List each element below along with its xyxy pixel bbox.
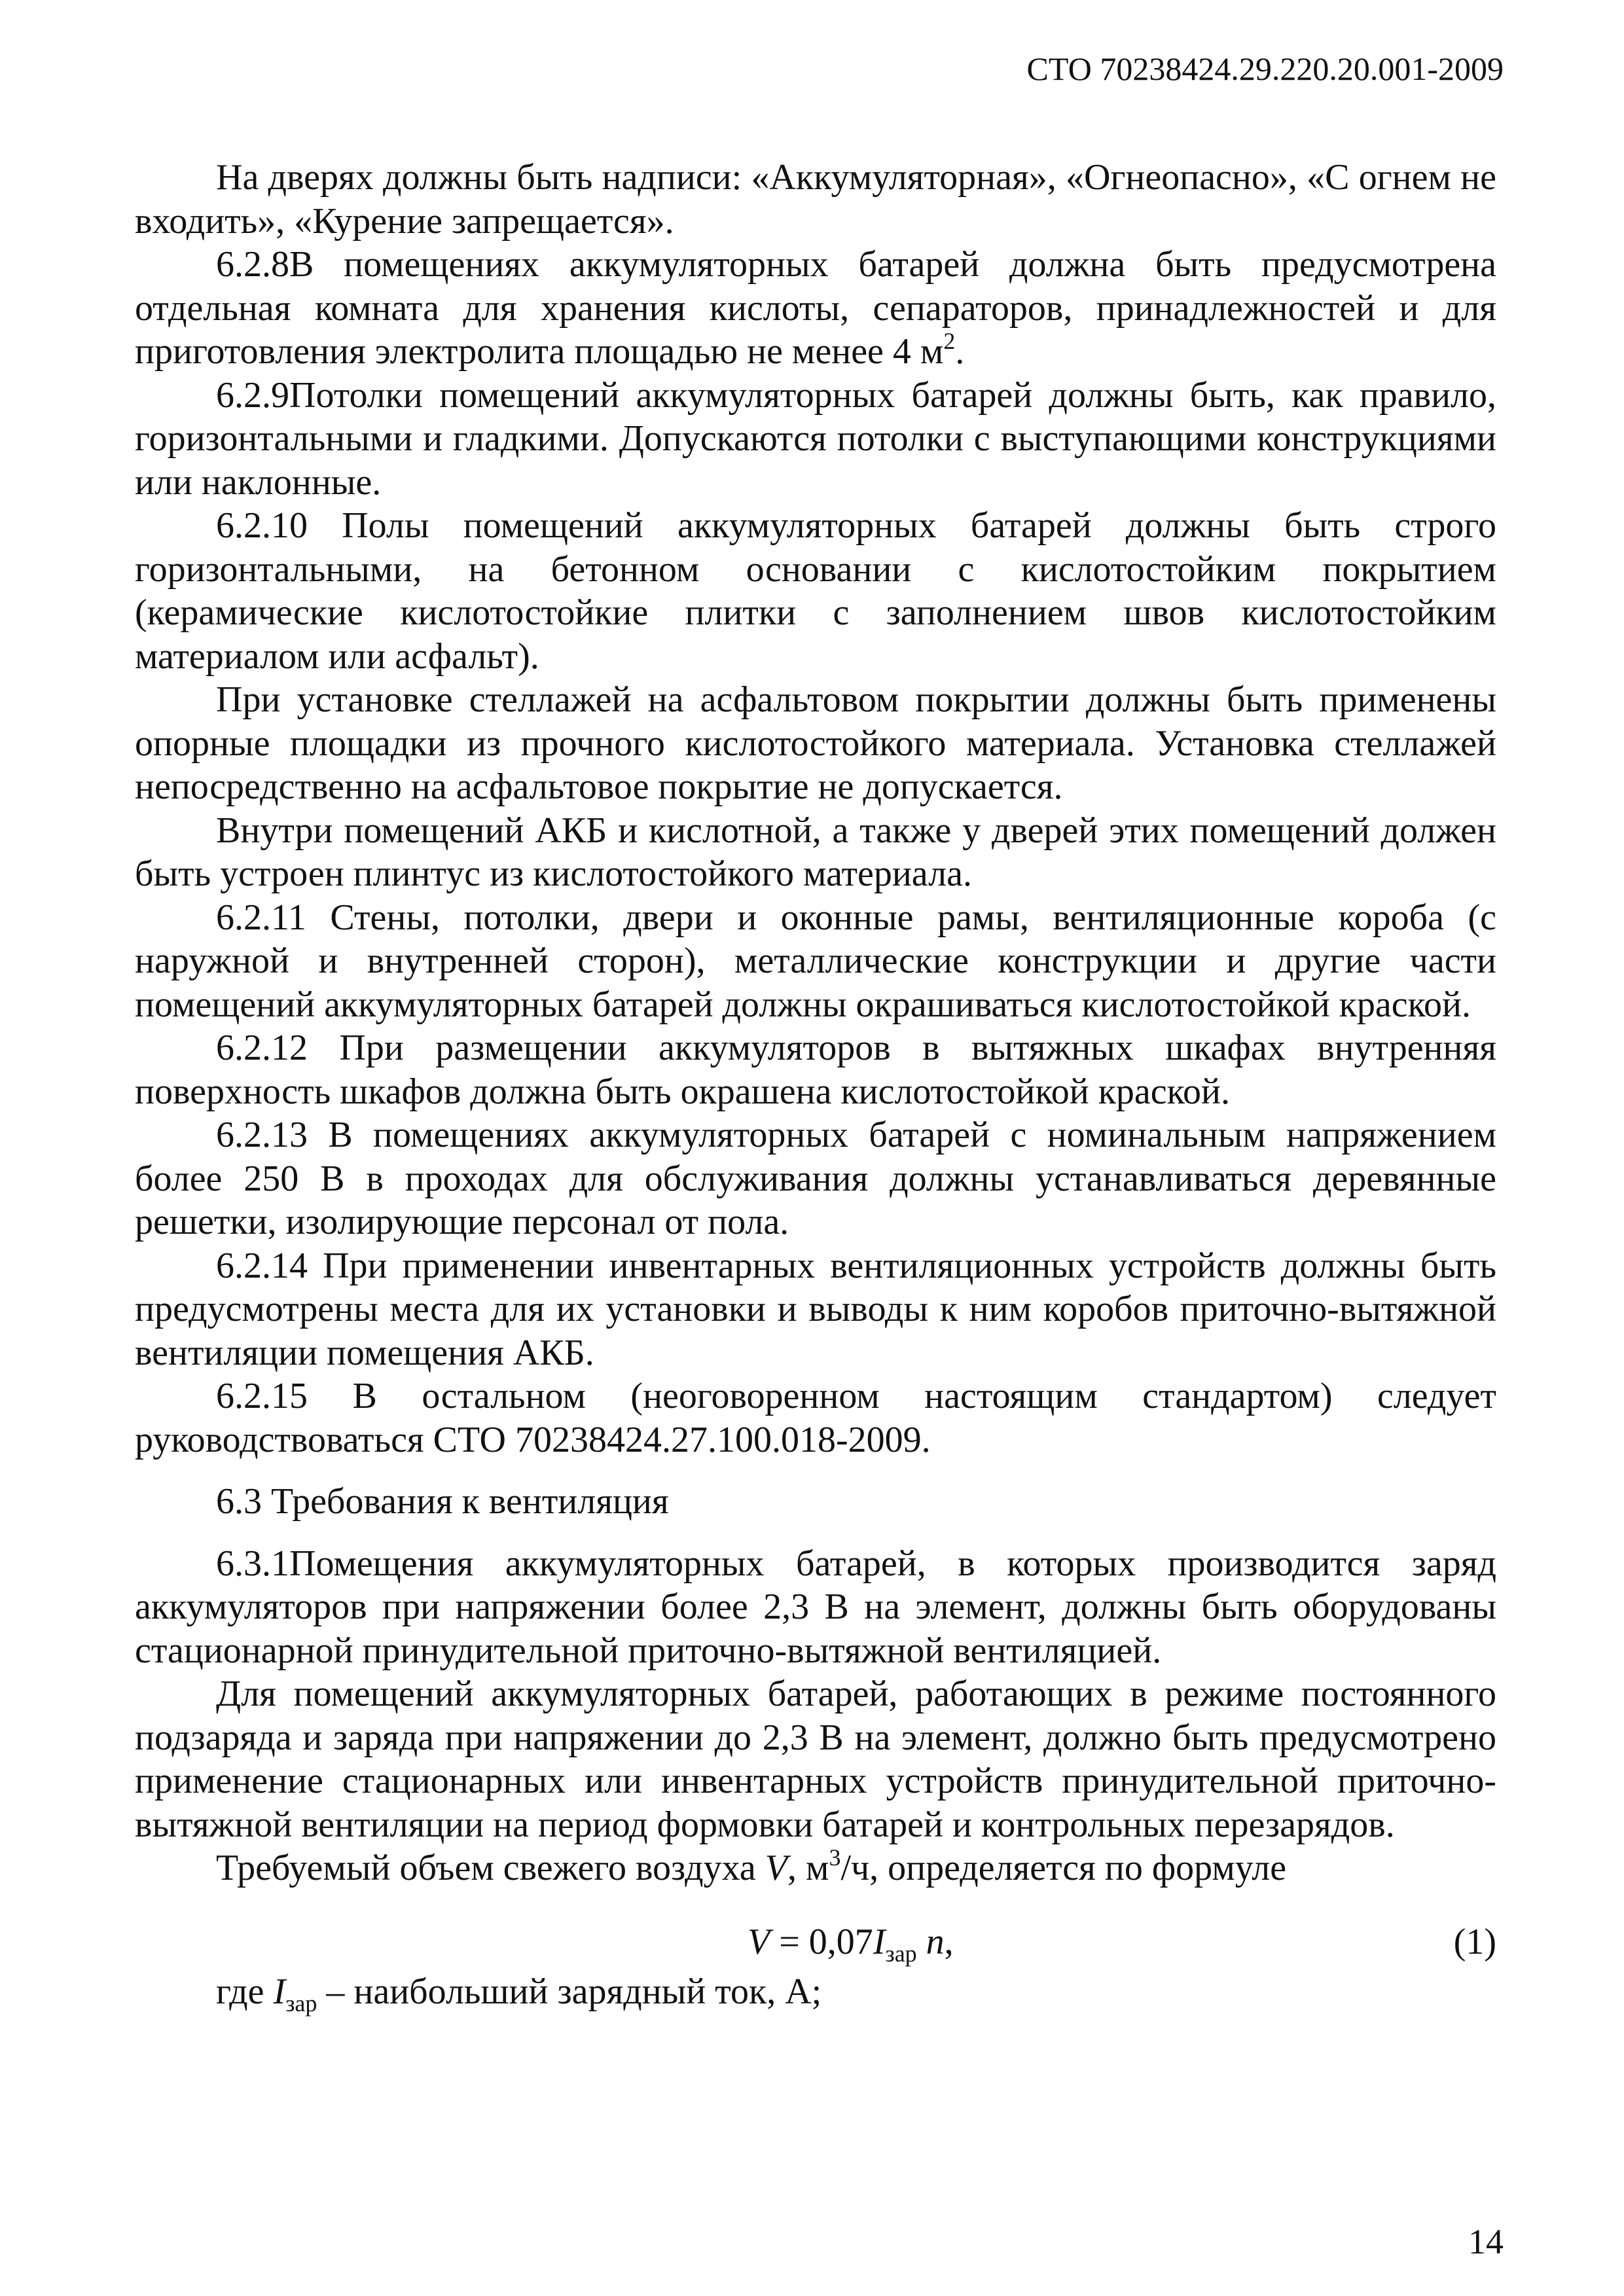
paragraph-6-2-14: 6.2.14 При применении инвентарных вентиляционных устройств должны быть предусмотрены места для их установки и выводы к ним коробов приточно-вытяжной вентиляции помещения АКБ. [135,1245,1496,1373]
paragraph-door-signs: На дверях должны быть надписи: «Аккумуляторная», «Огнеопасно», «С огнем не входить», «Курение запрещается». [135,157,1496,242]
paragraph-6-2-8-end: . [955,331,965,372]
paragraph-6-2-9: 6.2.9Потолки помещений аккумуляторных батарей должны быть, как правило, горизонтальными и гладкими. Допускаются потолки с выступающими конструкциями или наклонные. [135,374,1496,503]
paragraph-6-2-13: 6.2.13 В помещениях аккумуляторных батарей с номинальным напряжением более 250 В в проходах для обслуживания должны устанавливаться деревянные решетки, изолирующие персонал от пола. [135,1115,1496,1242]
where-lead: где [216,1971,274,2012]
formula-n-var: n [926,1921,945,1962]
volume-variable: V [765,1848,787,1888]
where-var: I [273,1971,286,2012]
paragraph-6-2-8-text: 6.2.8В помещениях аккумуляторных батарей должна быть предусмотрена отдельная комната для хранения кислоты, сепараторов, принадлежностей и для приготовления электролита площадью не менее 4 м [135,244,1496,372]
paragraph-air-volume [135,1846,1496,1890]
paragraph-recharge-mode: Для помещений аккумуляторных батарей, работающих в режиме постоянного подзаряда и заряда при напряжении до 2,3 В на элемент, должно быть предусмотрено применение стационарных или инвентарных устройств принудительной приточно-вытяжной вентиляции на период формовки батарей и контрольных перезарядов. [135,1674,1496,1845]
document-code-header: СТО 70238424.29.220.20.001-2009 [1026,50,1504,87]
paragraph-6-2-8 [135,243,1496,374]
where-text: – наибольший зарядный ток, А; [317,1971,822,2012]
formula-current-var: I [873,1921,886,1962]
paragraph-plinth: Внутри помещений АКБ и кислотной, а также у дверей этих помещений должен быть устроен плинтус из кислотостойкого материала. [135,810,1496,894]
air-volume-text: Требуемый объем свежего воздуха [216,1848,765,1888]
where-sub: зар [285,1990,317,2017]
formula-number: (1) [1453,1921,1496,1962]
paragraph-6-2-10: 6.2.10 Полы помещений аккумуляторных батарей должны быть строго горизонтальными, на бетонном основании с кислотостойким покрытием (керамические кислотостойкие плитки с заполнением швов кислотостойким материалом или асфальт). [135,505,1496,677]
formula-trailing: , [944,1921,954,1962]
document-body [135,156,1496,2017]
where-clause [135,1970,1496,2017]
area-exponent: 2 [943,328,956,354]
air-volume-unit-text: , м [787,1848,829,1888]
paragraph-6-3-1: 6.3.1Помещения аккумуляторных батарей, в которых производится заряд аккумуляторов при напряжении более 2,3 В на элемент, должны быть оборудованы стационарной принудительной приточно-вытяжной вентиляцией. [135,1543,1496,1671]
paragraph-6-2-15: 6.2.15 В остальном (неоговоренном настоящим стандартом) следует руководствоваться СТО 70238424.27.100.018-2009. [135,1376,1496,1460]
section-heading-6-3: 6.3 Требования к вентиляция [216,1481,669,1522]
page-number: 14 [1468,2222,1504,2261]
formula-1 [135,1920,1496,1970]
formula-equals-coef: = 0,07 [770,1921,873,1962]
formula-expression [748,1920,954,1967]
air-volume-tail-text: /ч, определяется по формуле [840,1848,1287,1888]
formula-current-sub: зар [885,1940,917,1967]
volume-exponent: 3 [829,1844,841,1871]
paragraph-6-2-11: 6.2.11 Стены, потолки, двери и оконные рамы, вентиляционные короба (с наружной и внутренней сторон), металлические конструкции и другие части помещений аккумуляторных батарей должны окрашиваться кислотостойкой краской. [135,897,1496,1025]
paragraph-racks-on-asphalt: При установке стеллажей на асфальтовом покрытии должны быть применены опорные площадки из прочного кислотостойкого материала. Установка стеллажей непосредственно на асфальтовое покрытие не допускается. [135,679,1496,807]
paragraph-6-2-12: 6.2.12 При размещении аккумуляторов в вытяжных шкафах внутренняя поверхность шкафов должна быть окрашена кислотостойкой краской. [135,1028,1496,1112]
formula-lhs: V [748,1921,770,1962]
